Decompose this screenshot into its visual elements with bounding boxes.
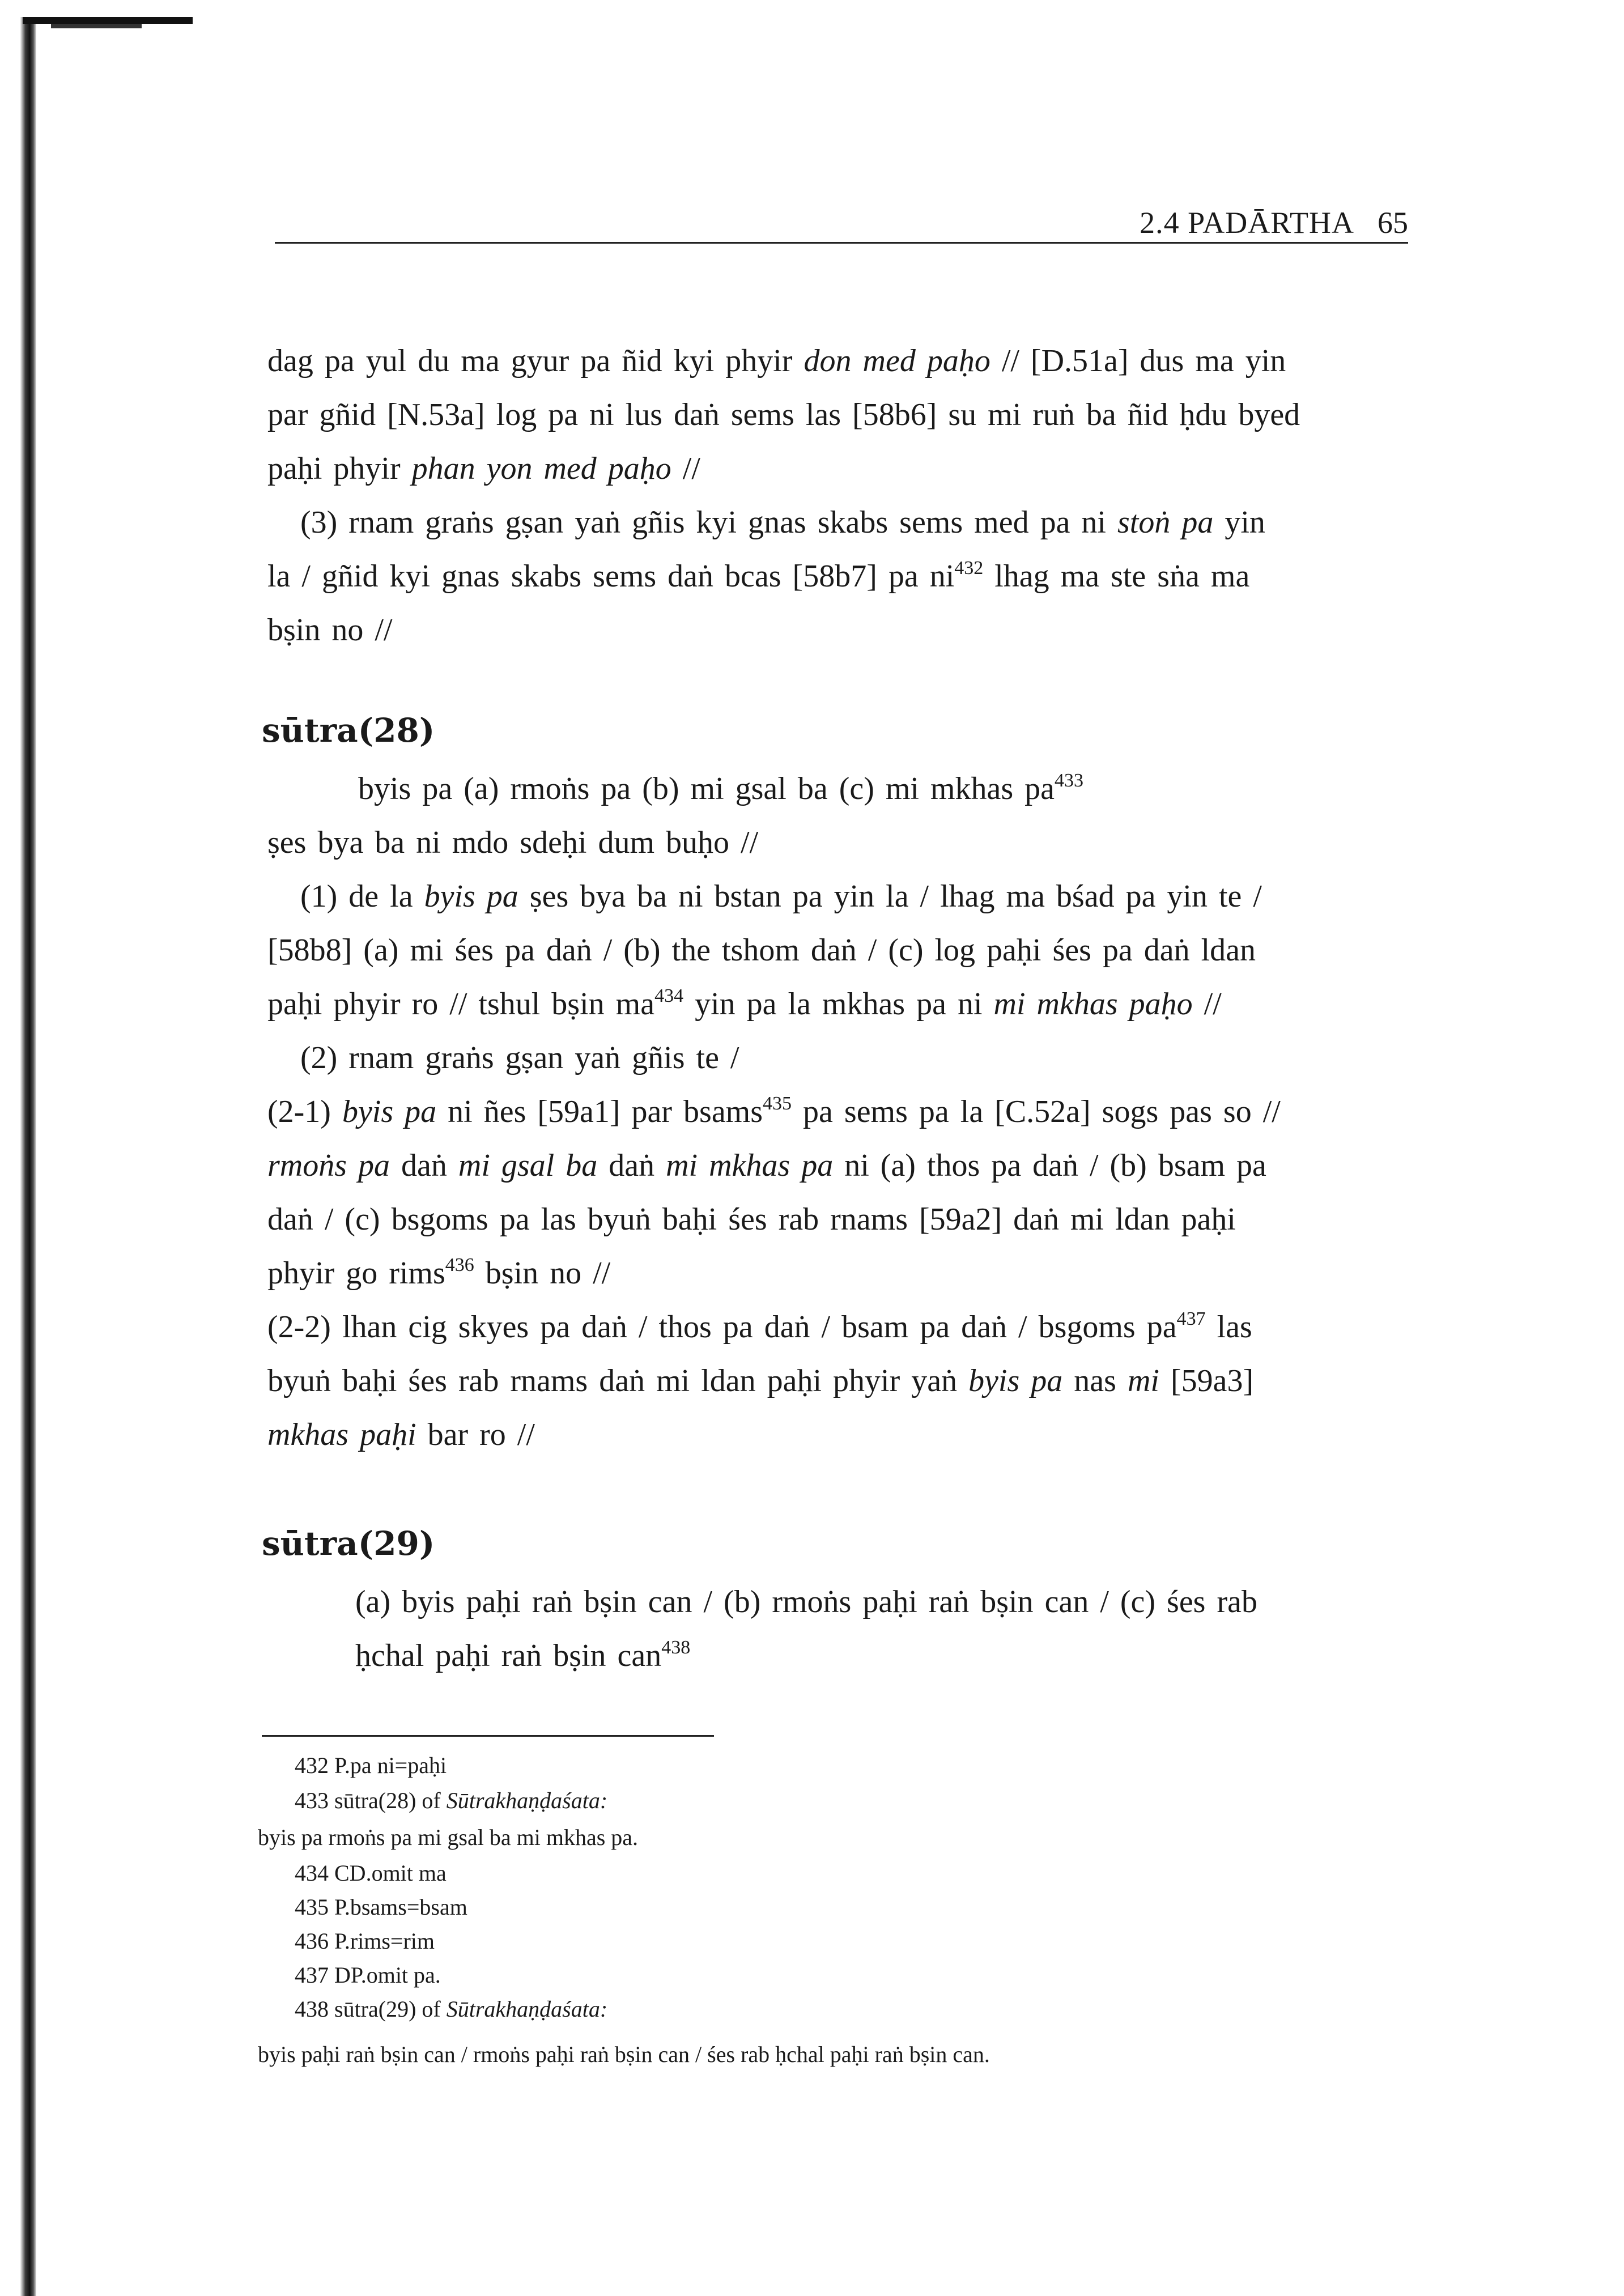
verse-line: byis pa (a) rmoṅs pa (b) mi gsal ba (c) mi mkhas $pa^{433}$ (358, 770, 1084, 806)
footnote-438: 438 sūtra(29) of Sūtrakhaṇḍaśata: (295, 1996, 608, 2022)
footnote-ref: 432 (954, 558, 984, 579)
footnote-433: 433 sūtra(28) of Sūtrakhaṇḍaśata: (295, 1788, 608, 1813)
footnote-438-text: byis paḥi raṅ bṣin can / rmoṅs paḥi raṅ bṣin can / śes rab ḥchal paḥi raṅ bṣin can. (258, 2042, 990, 2067)
text-line: par gñid [N.53a] log pa ni lus daṅ sems las [58b6] su mi ruṅ ba ñid ḥdu byed (267, 397, 1300, 432)
text-line: [58b8] (a) mi śes pa daṅ / (b) the tshom daṅ / (c) log paḥi śes pa daṅ ldan (267, 933, 1256, 968)
page-number: 65 (1378, 206, 1408, 240)
text-line: (1) de la byis pa ṣes bya ba ni bstan pa yin la / lhag ma bśad pa yin te / (300, 879, 1262, 914)
footnote-rule (262, 1735, 714, 1737)
text-line: paḥi phyir ro // tshul bṣin $ma^{434}$ yin pa la mkhas pa ni mi mkhas paḥo // (267, 985, 1222, 1022)
text-line: phyir go rims$^{436}$ bṣin no // (267, 1255, 611, 1291)
binding-edge-mark (23, 17, 193, 24)
text-line: dag pa yul du ma gyur pa ñid kyi phyir don med paḥo // [D.51a] dus ma yin (267, 343, 1286, 379)
text-line: bṣin no // (267, 613, 393, 648)
paragraph-1 (267, 334, 1372, 496)
footnote-432: 432 P.pa ni=paḥi (295, 1753, 447, 1778)
paragraph-2 (267, 496, 1372, 657)
text-line: (3) rnam graṅs gṣan yaṅ gñis kyi gnas skabs sems med pa ni stoṅ pa yin (300, 505, 1265, 540)
verse-line: ṣes bya ba ni mdo sdeḥi dum buḥo // (267, 825, 759, 860)
footnote-ref: 436 (445, 1255, 474, 1275)
sutra-28-text (267, 762, 1372, 1462)
footnote-ref: 434 (654, 985, 684, 1006)
text-line: (2-2) lhan cig skyes pa daṅ / thos pa daṅ / bsam pa daṅ / bsgoms $pa^{437}$ las (267, 1308, 1252, 1345)
footnote-433-text: byis pa rmoṅs pa mi gsal ba mi mkhas pa. (258, 1825, 639, 1850)
footnote-436: 436 P.rims=rim (295, 1928, 435, 1954)
footnote-ref: 438 (661, 1637, 691, 1658)
sutra-29-heading: sūtra(29) (262, 1524, 435, 1563)
footnote-435: 435 P.bsams=bsam (295, 1894, 467, 1920)
footnote-434: 434 CD.omit ma (295, 1860, 447, 1886)
sutra-28-heading: sūtra(28) (262, 711, 435, 750)
footnote-ref: 433 (1055, 770, 1084, 791)
sutra-29-text (267, 1575, 1372, 1683)
book-binding-shadow (0, 17, 36, 2296)
text-line: byuṅ baḥi śes rab rnams daṅ mi ldan paḥi phyir yaṅ byis pa nas mi [59a3] (267, 1363, 1254, 1398)
text-line: daṅ / (c) bsgoms pa las byuṅ baḥi śes rab rnams [59a2] daṅ mi ldan paḥi (267, 1202, 1236, 1237)
text-line: (2) rnam graṅs gṣan yaṅ gñis te / (300, 1040, 739, 1075)
page-header (275, 206, 1408, 244)
header-rule (275, 242, 1408, 244)
verse-line: ḥchal paḥi raṅ bṣin can$^{438}$ (355, 1637, 691, 1673)
text-line: paḥi phyir phan yon med paḥo // (267, 451, 700, 486)
binding-edge-mark (51, 24, 142, 28)
footnote-ref: 435 (763, 1093, 792, 1114)
verse-line: (a) byis paḥi raṅ bṣin can / (b) rmoṅs paḥi raṅ bṣin can / (c) śes rab (355, 1584, 1257, 1619)
text-line: mkhas paḥi bar ro // (267, 1417, 535, 1452)
running-head: 2.4 PADĀRTHA (1140, 206, 1354, 240)
text-line: (2-1) byis pa ni ñes [59a1] par bsams$^{435}$ pa sems pa la [C.52a] sogs pas so // (267, 1093, 1281, 1129)
text-line: la / gñid kyi gnas skabs sems daṅ bcas [58b7] pa $ni^{432}$ lhag ma ste sṅa ma (267, 558, 1250, 594)
footnote-437: 437 DP.omit pa. (295, 1962, 441, 1988)
text-line: rmoṅs pa daṅ mi gsal ba daṅ mi mkhas pa ni (a) thos pa daṅ / (b) bsam pa (267, 1148, 1266, 1183)
footnote-ref: 437 (1176, 1308, 1206, 1329)
